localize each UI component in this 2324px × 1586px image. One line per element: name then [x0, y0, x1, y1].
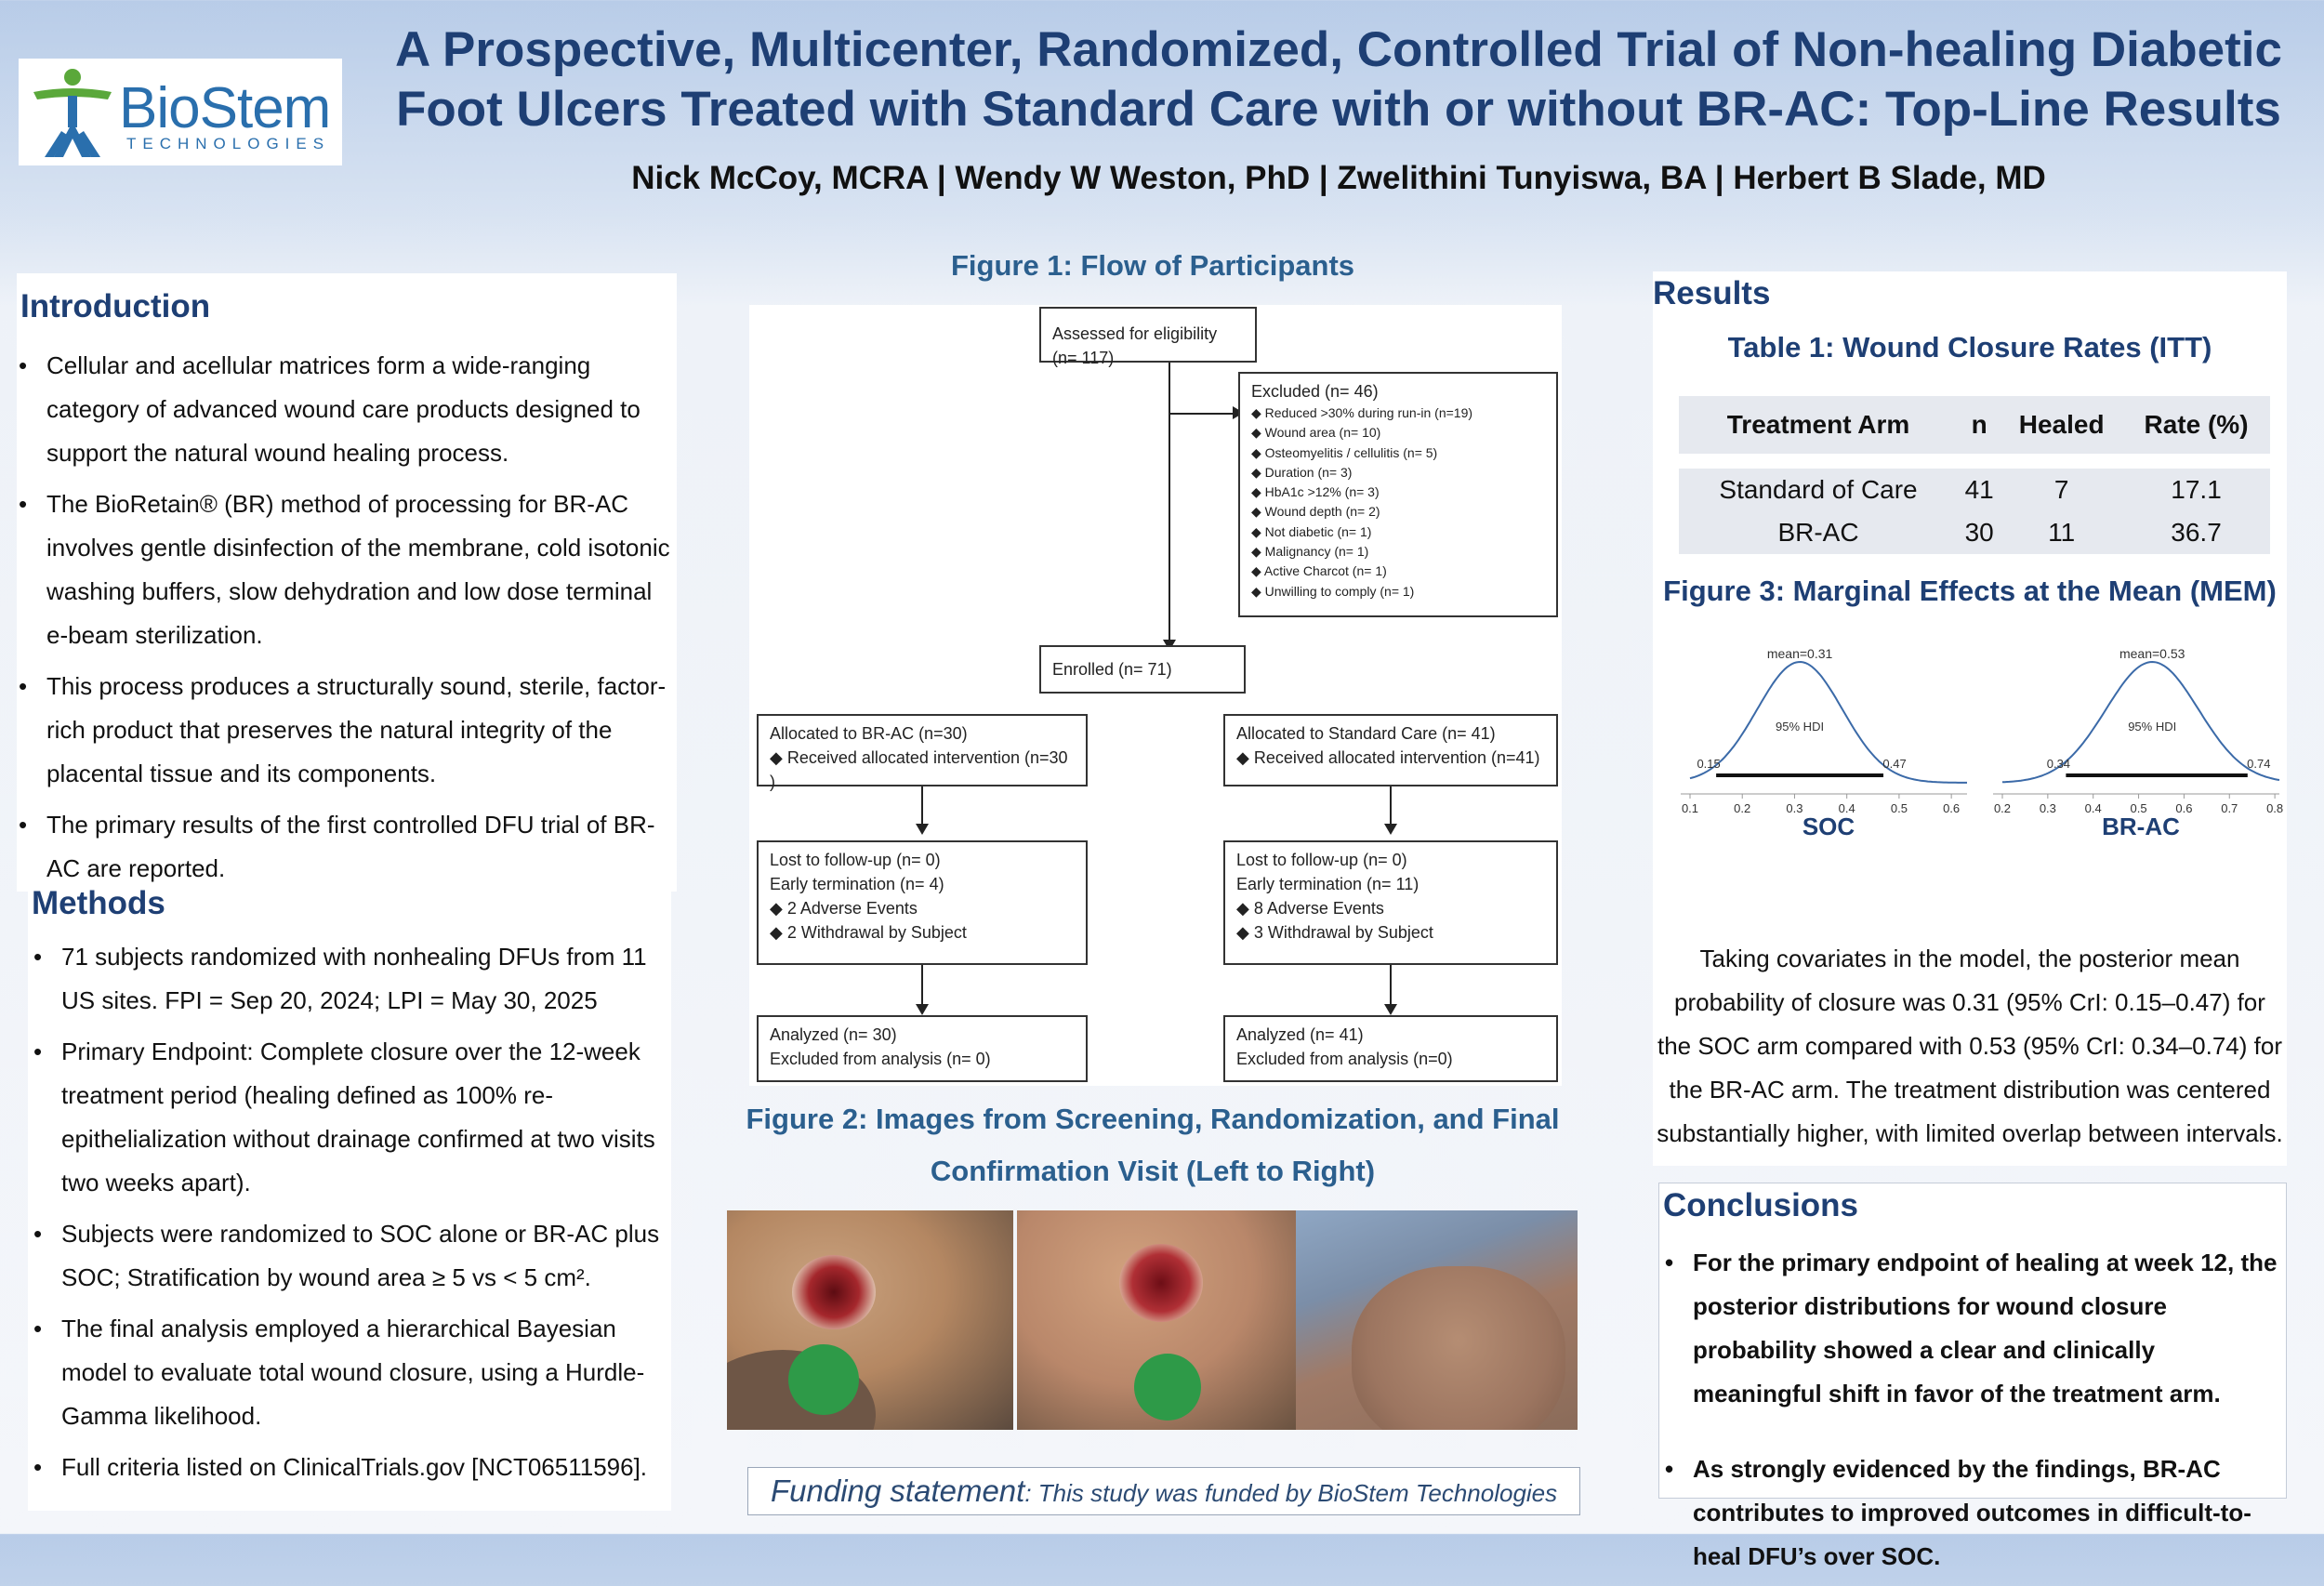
- flow-lost-brac-line: ◆ 2 Withdrawal by Subject: [770, 923, 967, 942]
- figure3-title: Figure 3: Marginal Effects at the Mean (MEM): [1663, 575, 2277, 607]
- flow-excluded-item: ◆ Reduced >30% during run-in (n=19): [1251, 405, 1473, 420]
- conclusions-list: [1665, 1241, 2278, 1586]
- poster-title: [390, 20, 2287, 139]
- wound-closure-table: [1679, 396, 2270, 554]
- flow-excluded-item: ◆ Active Charcot (n= 1): [1251, 563, 1387, 579]
- flow-lost-brac-line: ◆ 2 Adverse Events: [770, 899, 918, 918]
- flow-excluded-item: ◆ Not diabetic (n= 1): [1251, 523, 1372, 539]
- wound-photo-screening: [727, 1210, 1013, 1430]
- title-line-1: A Prospective, Multicenter, Randomized, Controlled Trial of Non-healing Diabetic: [395, 22, 2282, 77]
- x-tick-label-0-5: 0.6: [1943, 801, 1961, 815]
- flow-anal-brac-box: [757, 1015, 1088, 1082]
- flow-alloc-brac-line1: Allocated to BR-AC (n=30): [770, 724, 968, 743]
- results-line: substantially higher, with limited overlap between intervals.: [1657, 1119, 2283, 1147]
- chart-title-0: SOC: [1802, 813, 1855, 839]
- flow-chart: [749, 305, 1562, 1086]
- logo-wordmark: [119, 75, 330, 141]
- flow-excluded-title: Excluded (n= 46): [1251, 382, 1379, 401]
- flow-alloc-soc-line1: Allocated to Standard Care (n= 41): [1236, 724, 1496, 743]
- table-spacer-row: [1679, 454, 2270, 469]
- table-cell: 41: [1964, 475, 1994, 504]
- x-tick-label-0-3: 0.4: [1838, 801, 1855, 815]
- table-cell: 17.1: [2171, 475, 2222, 504]
- flow-lost-soc-line: Early termination (n= 11): [1236, 875, 1419, 893]
- flow-arrow-brac-2: [916, 1004, 929, 1015]
- hdi-high-label-0: 0.47: [1882, 757, 1907, 771]
- results-line: the BR-AC arm. The treatment distribution was centered: [1669, 1076, 2271, 1104]
- flow-line-excluded: [1169, 413, 1239, 415]
- mean-label-0: mean=0.31: [1766, 646, 1833, 661]
- x-tick-label-1-1: 0.3: [2039, 801, 2056, 815]
- flow-excluded-item: ◆ Wound area (n= 10): [1251, 425, 1381, 441]
- methods-bullet-5: • Full criteria listed on ClinicalTrials.gov [NCT06511596].: [33, 1446, 666, 1489]
- x-tick-label-1-6: 0.8: [2266, 801, 2284, 815]
- flow-lost-brac-line: Lost to follow-up (n= 0): [770, 851, 941, 869]
- flow-line-main: [1169, 363, 1170, 641]
- wound-photo-final: [1296, 1210, 1578, 1430]
- logo-figure-icon: [26, 64, 119, 161]
- flow-alloc-soc-line2: ◆ Received allocated intervention (n=41): [1236, 748, 1540, 767]
- authors: Nick McCoy, MCRA | Wendy W Weston, PhD | Zwelithini Tunyiswa, BA | Herbert B Slade, MD: [631, 160, 2046, 196]
- table-header: Healed: [2018, 410, 2105, 439]
- flow-excluded-item: ◆ Wound depth (n= 2): [1251, 504, 1380, 520]
- flow-anal-brac-line1: Analyzed (n= 30): [770, 1025, 897, 1044]
- table-header-row: [1679, 396, 2270, 454]
- methods-list: [33, 935, 666, 1497]
- flow-alloc-soc-box: [1223, 714, 1558, 786]
- x-tick-label-0-1: 0.2: [1734, 801, 1751, 815]
- density-curve-0: [1690, 662, 1967, 783]
- green-dressing-dot: [788, 1344, 859, 1415]
- flow-lost-soc-line: ◆ 8 Adverse Events: [1236, 899, 1384, 918]
- figure2-title: [706, 1093, 1599, 1197]
- introduction-panel: [17, 273, 677, 892]
- table-cell: BR-AC: [1777, 518, 1859, 547]
- results-line: the SOC arm compared with 0.53 (95% CrI: 0.34–0.74) for: [1657, 1032, 2282, 1060]
- flow-excluded-item: ◆ Duration (n= 3): [1251, 464, 1353, 480]
- methods-panel: [28, 883, 671, 1511]
- flow-arrow-brac-1: [916, 824, 929, 835]
- table-spacer-cell: [1679, 454, 2270, 469]
- table-cell: 30: [1964, 518, 1994, 547]
- flow-line-brac-1: [921, 786, 923, 826]
- flow-anal-soc-line1: Analyzed (n= 41): [1236, 1025, 1364, 1044]
- x-tick-label-0-4: 0.5: [1890, 801, 1908, 815]
- flow-arrow-soc-1: [1384, 824, 1397, 835]
- flow-line-soc-2: [1390, 965, 1392, 1006]
- results-panel: [1653, 271, 2287, 1166]
- introduction-list: [19, 344, 675, 898]
- table-header: n: [1971, 410, 1987, 439]
- hdi-low-label-1: 0.34: [2046, 757, 2071, 771]
- flow-alloc-brac-line2: ◆ Received allocated intervention (n=30 ): [770, 748, 1068, 791]
- funding-statement: [771, 1474, 1557, 1509]
- hdi-label-1: 95% HDI: [2128, 720, 2177, 734]
- table-header: Rate (%): [2144, 410, 2249, 439]
- flow-lost-brac-box: [757, 840, 1088, 965]
- mem-chart: [1653, 632, 2287, 839]
- results-line: Taking covariates in the model, the posterior mean: [1699, 945, 2240, 972]
- flow-enrolled-box: [1039, 645, 1246, 694]
- chart-title-1: BR-AC: [2102, 813, 2180, 839]
- flow-anal-brac-line2: Excluded from analysis (n= 0): [770, 1050, 991, 1068]
- results-paragraph: [1653, 937, 2287, 1156]
- x-tick-label-1-3: 0.5: [2130, 801, 2147, 815]
- results-line: probability of closure was 0.31 (95% CrI: 0.15–0.47) for: [1674, 988, 2265, 1016]
- conclusion-bullet-1: • For the primary endpoint of healing at week 12, the posterior distributions for wound closure probability showed a clear and clinically meaningful shift in favor of the treatment arm.: [1665, 1241, 2278, 1416]
- conclusions-heading: Conclusions: [1663, 1187, 1859, 1223]
- flow-lost-soc-box: [1223, 840, 1558, 965]
- funding-label: Funding statement: [771, 1474, 1025, 1508]
- healed-foot: [1352, 1266, 1565, 1430]
- flow-lost-soc-line: Lost to follow-up (n= 0): [1236, 851, 1407, 869]
- flow-line-soc-1: [1390, 786, 1392, 826]
- flow-excluded-box: [1238, 372, 1558, 617]
- table-cell: 36.7: [2171, 518, 2222, 547]
- x-tick-label-0-0: 0.1: [1681, 801, 1699, 815]
- figure1-title: Figure 1: Flow of Participants: [950, 249, 1355, 282]
- results-heading: Results: [1653, 275, 1771, 311]
- conclusion-bullet-2: • As strongly evidenced by the findings, BR-AC contributes to improved outcomes in difficult-to-heal DFU’s over SOC.: [1665, 1447, 2278, 1579]
- methods-bullet-2: • Primary Endpoint: Complete closure over the 12-week treatment period (healing defined as 100% re-epithelialization without drainage confirmed at two visits two weeks apart).: [33, 1030, 666, 1205]
- introduction-heading: Introduction: [20, 288, 211, 324]
- methods-heading: Methods: [32, 885, 165, 921]
- methods-bullet-4: • The final analysis employed a hierarchical Bayesian model to evaluate total wound closure, using a Hurdle-Gamma likelihood.: [33, 1307, 666, 1438]
- logo-word-stem: Stem: [199, 76, 331, 140]
- wound-ulcer: [1119, 1244, 1203, 1322]
- hdi-low-label-0: 0.15: [1697, 757, 1721, 771]
- wound-ulcer: [792, 1255, 876, 1329]
- x-tick-label-1-5: 0.7: [2221, 801, 2238, 815]
- flow-excluded-item: ◆ HbA1c >12% (n= 3): [1251, 484, 1380, 500]
- flow-lost-brac-line: Early termination (n= 4): [770, 875, 944, 893]
- logo-word-bio: Bio: [119, 76, 200, 140]
- logo: [19, 59, 342, 165]
- flow-assessed-text: Assessed for eligibility (n= 117): [1052, 324, 1218, 367]
- logo-subtitle: TECHNOLOGIES: [126, 135, 331, 152]
- flow-lost-soc-line: ◆ 3 Withdrawal by Subject: [1236, 923, 1433, 942]
- table-cell: 11: [2048, 518, 2076, 547]
- intro-bullet-4: • The primary results of the first controlled DFU trial of BR-AC are reported.: [19, 803, 675, 891]
- conclusions-panel: [1658, 1183, 2287, 1570]
- x-tick-label-1-0: 0.2: [1993, 801, 2012, 815]
- wound-photo-randomization: [1017, 1210, 1303, 1430]
- flow-assessed-box: [1039, 307, 1257, 367]
- flow-anal-soc-box: [1223, 1015, 1558, 1082]
- mean-label-1: mean=0.53: [2119, 646, 2185, 661]
- table-cell: 7: [2053, 475, 2069, 504]
- table-row: [1679, 511, 2270, 554]
- table-row: [1679, 469, 2270, 511]
- figure2-title-line1: Figure 2: Images from Screening, Randomization, and Final: [746, 1103, 1560, 1135]
- title-line-2: Foot Ulcers Treated with Standard Care with or without BR-AC: Top-Line Results: [396, 82, 2281, 137]
- x-tick-label-1-4: 0.6: [2175, 801, 2193, 815]
- table1-title: Table 1: Wound Closure Rates (ITT): [1727, 331, 2212, 363]
- x-tick-label-1-2: 0.4: [2084, 801, 2102, 815]
- methods-bullet-3: • Subjects were randomized to SOC alone or BR-AC plus SOC; Stratification by wound area ≥ 5 vs < 5 cm².: [33, 1212, 666, 1300]
- flow-arrow-soc-2: [1384, 1004, 1397, 1015]
- green-dressing-dot: [1134, 1354, 1201, 1421]
- flow-line-brac-2: [921, 965, 923, 1006]
- methods-bullet-1: • 71 subjects randomized with nonhealing DFUs from 11 US sites. FPI = Sep 20, 2024; LPI = May 30, 2025: [33, 935, 666, 1023]
- intro-bullet-1: • Cellular and acellular matrices form a wide-ranging category of advanced wound care products designed to support the natural wound healing process.: [19, 344, 675, 475]
- intro-bullet-2: • The BioRetain® (BR) method of processing for BR-AC involves gentle disinfection of the membrane, cold isotonic washing buffers, slow dehydration and low dose terminal e-beam sterilization.: [19, 482, 675, 657]
- intro-bullet-3: • This process produces a structurally sound, sterile, factor-rich product that preserves the natural integrity of the placental tissue and its components.: [19, 665, 675, 796]
- table-cell: Standard of Care: [1719, 475, 1918, 504]
- flow-excluded-item: ◆ Unwilling to comply (n= 1): [1251, 583, 1415, 599]
- flow-enrolled-text: Enrolled (n= 71): [1052, 660, 1172, 679]
- flow-excluded-item: ◆ Osteomyelitis / cellulitis (n= 5): [1251, 444, 1438, 460]
- flow-excluded-item: ◆ Malignancy (n= 1): [1251, 544, 1369, 560]
- flow-alloc-brac-box: [757, 714, 1088, 791]
- funding-box: [747, 1467, 1580, 1515]
- hdi-high-label-1: 0.74: [2247, 757, 2271, 771]
- x-tick-label-0-2: 0.3: [1786, 801, 1803, 815]
- flow-anal-soc-line2: Excluded from analysis (n=0): [1236, 1050, 1453, 1068]
- hdi-label-0: 95% HDI: [1776, 720, 1825, 734]
- table-header: Treatment Arm: [1726, 410, 1910, 439]
- figure2-title-line2: Confirmation Visit (Left to Right): [930, 1155, 1376, 1187]
- funding-text: : This study was funded by BioStem Technologies: [1024, 1479, 1558, 1507]
